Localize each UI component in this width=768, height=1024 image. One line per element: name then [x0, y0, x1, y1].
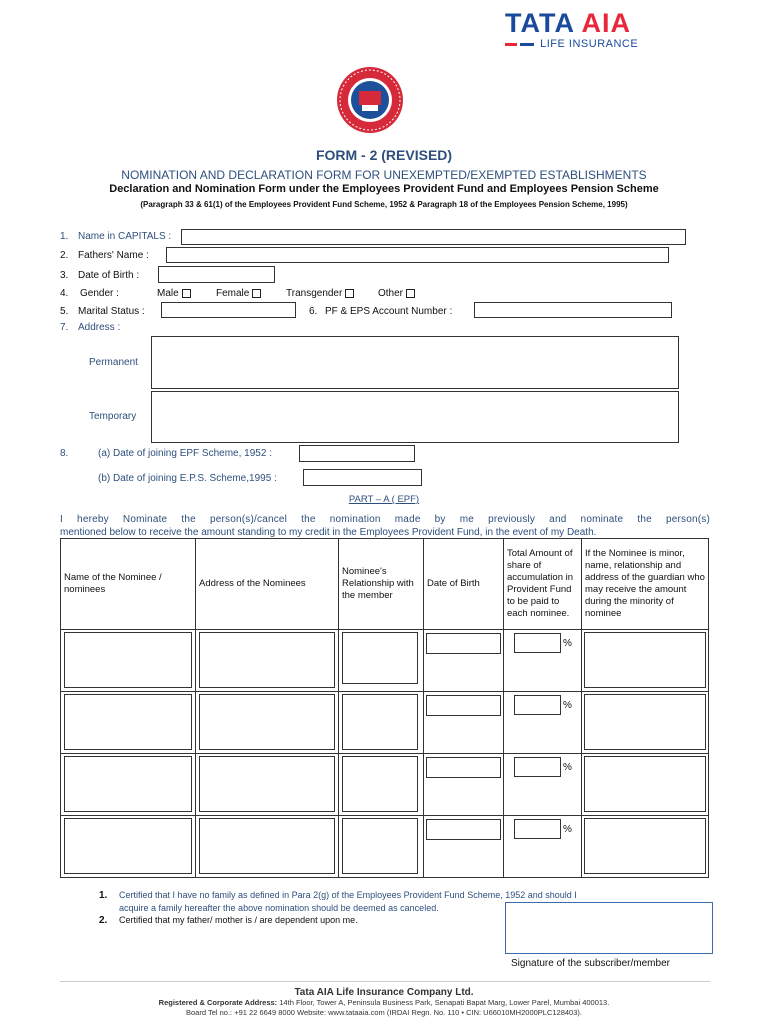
cert-1-num: 1. — [99, 890, 108, 901]
part-a-text-2: mentioned below to receive the amount standing to my credit in the Employees Provident Fund, in the event of my Death. — [60, 527, 597, 538]
footer-address — [0, 998, 768, 1007]
percent-sign: % — [563, 824, 572, 835]
gender-female-label: Female — [216, 288, 250, 299]
transgender-checkbox[interactable] — [345, 289, 354, 298]
nominee-guardian-input[interactable] — [584, 756, 706, 812]
nominee-address-input[interactable] — [199, 632, 335, 688]
signature-box[interactable] — [505, 902, 713, 954]
header-name: Name of the Nominee / nominees — [61, 539, 196, 630]
epfo-emblem — [329, 65, 411, 135]
header-share: Total Amount of share of accumulation in Provident Fund to be paid to each nominee. — [504, 539, 582, 630]
nominee-dob-input[interactable] — [426, 695, 501, 716]
gender-female — [216, 288, 261, 299]
header-relationship: Nominee's Relationship with the member — [339, 539, 424, 630]
temporary-address-input[interactable] — [151, 391, 679, 443]
name-num: 1. — [60, 231, 69, 242]
nominee-guardian-input[interactable] — [584, 818, 706, 874]
female-checkbox[interactable] — [252, 289, 261, 298]
dob-label: Date of Birth : — [78, 270, 140, 281]
footer-company: Tata AIA Life Insurance Company Ltd. — [294, 987, 474, 998]
join-eps-input[interactable] — [303, 469, 422, 486]
nominee-table-header — [61, 539, 709, 630]
cert-1-line1: Certified that I have no family as defined in Para 2(g) of the Employees Provident Fund Scheme, 1952 and should I — [119, 890, 577, 900]
logo-sub: LIFE INSURANCE — [540, 38, 639, 50]
form-subtitle: NOMINATION AND DECLARATION FORM FOR UNEXEMPTED/EXEMPTED ESTABLISHMENTS — [121, 168, 647, 182]
header-guardian: If the Nominee is minor, name, relationship and address of the guardian who may receive the amount during the minority of nominee — [582, 539, 709, 630]
nominee-relationship-input[interactable] — [342, 756, 418, 812]
temporary-label: Temporary — [89, 411, 137, 422]
form-paragraph: (Paragraph 33 & 61(1) of the Employees Provident Fund Scheme, 1952 & Paragraph 18 of the Employees Pension Scheme, 1995) — [140, 200, 628, 209]
permanent-address-input[interactable] — [151, 336, 679, 389]
gender-trans-label: Transgender — [286, 288, 343, 299]
nominee-name-input[interactable] — [64, 818, 192, 874]
name-input[interactable] — [181, 229, 686, 245]
form-title: FORM - 2 (REVISED) — [315, 147, 453, 163]
address-label: Address : — [78, 322, 121, 333]
gender-other-label: Other — [378, 288, 404, 299]
signature-label: Signature of the subscriber/member — [511, 958, 670, 969]
join-num: 8. — [60, 448, 69, 459]
nominee-address-input[interactable] — [199, 694, 335, 750]
nominee-dob-input[interactable] — [426, 633, 501, 654]
join-eps-label: (b) Date of joining E.P.S. Scheme,1995 : — [98, 473, 277, 484]
table-row — [61, 630, 709, 692]
footer-address-label: Registered & Corporate Address: — [158, 998, 278, 1007]
percent-sign: % — [563, 638, 572, 649]
gender-label: Gender : — [80, 288, 119, 299]
nominee-name-input[interactable] — [64, 756, 192, 812]
header-dob: Date of Birth — [424, 539, 504, 630]
footer-divider — [60, 981, 710, 982]
nominee-share-input[interactable] — [514, 695, 561, 715]
nominee-dob-input[interactable] — [426, 757, 501, 778]
other-checkbox[interactable] — [406, 289, 415, 298]
father-name-input[interactable] — [166, 247, 669, 263]
nominee-guardian-input[interactable] — [584, 632, 706, 688]
pf-num: 6. — [309, 306, 318, 317]
address-num: 7. — [60, 322, 69, 333]
nominee-address-input[interactable] — [199, 756, 335, 812]
part-a-title: PART – A ( EPF) — [348, 494, 420, 505]
table-row — [61, 754, 709, 816]
gender-trans — [286, 288, 354, 299]
marital-label: Marital Status : — [78, 306, 145, 317]
cert-2-num: 2. — [99, 915, 108, 926]
nominee-relationship-input[interactable] — [342, 632, 418, 684]
permanent-label: Permanent — [89, 357, 138, 368]
gender-num: 4. — [60, 288, 69, 299]
table-row — [61, 692, 709, 754]
nominee-share-input[interactable] — [514, 633, 561, 653]
nominee-dob-input[interactable] — [426, 819, 501, 840]
gender-male-label: Male — [157, 288, 179, 299]
pf-account-input[interactable] — [474, 302, 672, 318]
header-address: Address of the Nominees — [196, 539, 339, 630]
nominee-relationship-input[interactable] — [342, 818, 418, 874]
percent-sign: % — [563, 700, 572, 711]
pf-label: PF & EPS Account Number : — [325, 306, 453, 317]
father-num: 2. — [60, 250, 69, 261]
logo-aia: AIA — [581, 8, 631, 38]
cert-1-line2: acquire a family hereafter the above nomination should be deemed as canceled. — [119, 903, 439, 913]
gender-other — [378, 288, 415, 299]
nominee-table — [60, 538, 709, 878]
logo-bar — [505, 43, 517, 46]
dob-input[interactable] — [158, 266, 275, 283]
footer-contact: Board Tel no.: +91 22 6649 8000 Website: www.tataaia.com (IRDAI Regn. No. 110 • CIN: U66010MH2000PLC128403). — [186, 1008, 582, 1017]
logo-bar-blue — [520, 43, 534, 46]
nominee-address-input[interactable] — [199, 818, 335, 874]
cert-2-text: Certified that my father/ mother is / are dependent upon me. — [119, 915, 358, 925]
nominee-relationship-input[interactable] — [342, 694, 418, 750]
marital-status-input[interactable] — [161, 302, 296, 318]
logo-tata: TATA — [505, 8, 574, 38]
table-row — [61, 816, 709, 878]
nominee-guardian-input[interactable] — [584, 694, 706, 750]
nominee-share-input[interactable] — [514, 819, 561, 839]
father-label: Fathers' Name : — [78, 250, 149, 261]
nominee-share-input[interactable] — [514, 757, 561, 777]
join-epf-input[interactable] — [299, 445, 415, 462]
percent-sign: % — [563, 762, 572, 773]
nominee-name-input[interactable] — [64, 694, 192, 750]
tata-aia-logo — [505, 8, 700, 50]
dob-num: 3. — [60, 270, 69, 281]
form-declaration: Declaration and Nomination Form under the Employees Provident Fund and Employees Pension Scheme — [109, 183, 659, 195]
nominee-name-input[interactable] — [64, 632, 192, 688]
gender-male — [157, 288, 191, 299]
footer-address-text: 14th Floor, Tower A, Peninsula Business Park, Senapati Bapat Marg, Lower Parel, Mumbai 400013. — [279, 998, 610, 1007]
male-checkbox[interactable] — [182, 289, 191, 298]
part-a-text-1: I hereby Nominate the person(s)/cancel the nomination made by me previously and nominate the person(s) — [60, 514, 710, 525]
marital-num: 5. — [60, 306, 69, 317]
join-epf-label: (a) Date of joining EPF Scheme, 1952 : — [98, 448, 272, 459]
name-label: Name in CAPITALS : — [78, 231, 172, 242]
